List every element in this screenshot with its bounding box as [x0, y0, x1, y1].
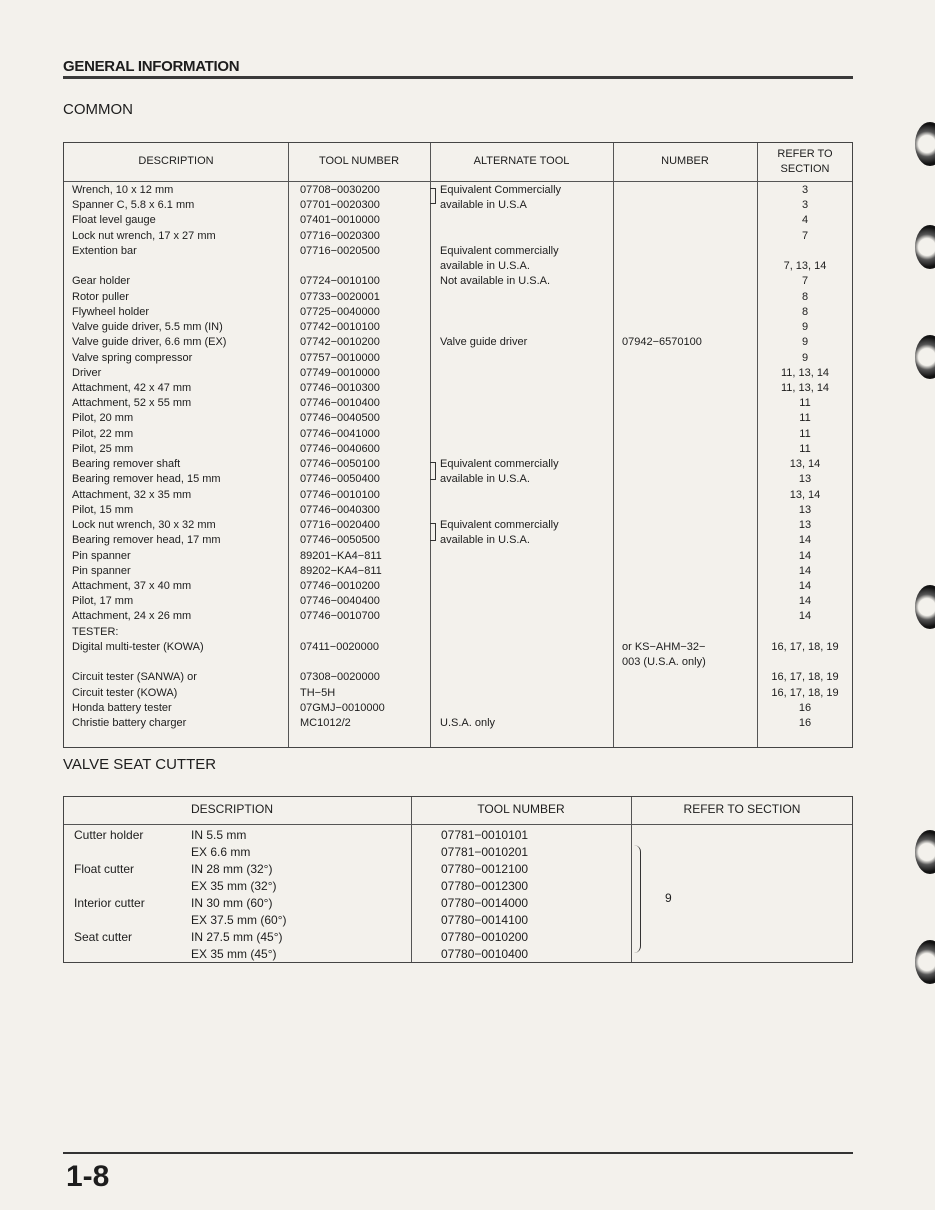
row-refer-section: 11 — [799, 412, 811, 425]
column-divider — [613, 143, 614, 747]
row-description: Bearing remover head, 17 mm — [72, 534, 221, 547]
row-description: Lock nut wrench, 17 x 27 mm — [72, 229, 216, 242]
row-refer-section: 13 — [798, 473, 812, 486]
row-tool-number: 07GMJ−0010000 — [300, 701, 385, 714]
section-title: GENERAL INFORMATION — [63, 58, 240, 75]
section-divider — [63, 76, 853, 79]
row-refer-section: 16, 17, 18, 19 — [771, 671, 839, 684]
column-divider — [430, 143, 431, 747]
row-refer-section: 16 — [798, 717, 812, 730]
row-cutter-name: Seat cutter — [74, 930, 133, 944]
row-cutter-size: IN 27.5 mm (45°) — [191, 930, 283, 944]
row-refer-section: 14 — [798, 610, 812, 623]
row-refer-section: 4 — [801, 214, 809, 227]
binder-hole — [915, 585, 935, 629]
row-alternate-tool: available in U.S.A. — [440, 473, 530, 486]
row-refer-section: 16 — [798, 701, 812, 714]
valve-seat-cutter-title: VALVE SEAT CUTTER — [63, 756, 217, 773]
row-description: Circuit tester (KOWA) — [72, 686, 178, 699]
row-refer-section: 11, 13, 14 — [780, 366, 830, 379]
row-refer-section: 11 — [799, 397, 811, 410]
row-tool-number: TH−5H — [300, 686, 336, 699]
row-alternate-tool: Equivalent commercially — [440, 244, 559, 257]
row-tool-number: 07746−0041000 — [300, 427, 380, 440]
row-tool-number: 07746−0010100 — [300, 488, 380, 501]
row-description: TESTER: — [72, 625, 119, 638]
row-description: Pilot, 17 mm — [72, 595, 134, 608]
row-refer-section: 11 — [799, 427, 811, 440]
row-description: Attachment, 37 x 40 mm — [72, 579, 192, 592]
row-refer-section: 8 — [801, 290, 809, 303]
row-refer-section: 13, 14 — [789, 488, 821, 501]
row-tool-number: MC1012/2 — [300, 717, 351, 730]
row-cutter-size: IN 5.5 mm — [191, 828, 247, 842]
common-tools-table — [63, 142, 853, 748]
row-tool-number: 07746−0040500 — [300, 412, 380, 425]
row-cutter-name: Float cutter — [74, 862, 135, 876]
header-refer-line1: REFER TO — [777, 148, 833, 160]
row-tool-number: 07746−0010200 — [300, 579, 380, 592]
bracket — [430, 523, 436, 541]
row-tool-number: 07780−0014000 — [441, 896, 529, 910]
row-tool-number: 07780−0012100 — [441, 862, 529, 876]
row-number: 07942−6570100 — [622, 336, 702, 349]
header-number: NUMBER — [661, 155, 709, 167]
refer-value: 9 — [665, 891, 672, 905]
column-divider — [411, 797, 412, 962]
row-refer-section: 13 — [798, 503, 812, 516]
row-description: Honda battery tester — [72, 701, 172, 714]
row-tool-number: 07716−0020500 — [300, 244, 380, 257]
row-alternate-tool: available in U.S.A. — [440, 260, 530, 273]
row-description: Attachment, 32 x 35 mm — [72, 488, 192, 501]
footer-divider — [63, 1152, 853, 1154]
row-refer-section: 8 — [801, 305, 809, 318]
row-tool-number: 07780−0010400 — [441, 947, 529, 961]
row-description: Spanner C, 5.8 x 6.1 mm — [72, 199, 195, 212]
valve-seat-cutter-table — [63, 796, 853, 963]
row-tool-number: 07746−0010400 — [300, 397, 380, 410]
header-divider — [64, 824, 852, 825]
row-tool-number: 07725−0040000 — [300, 305, 380, 318]
row-tool-number: 07746−0050400 — [300, 473, 380, 486]
row-description: Valve guide driver, 6.6 mm (EX) — [72, 336, 227, 349]
subsection-title: COMMON — [63, 101, 133, 118]
row-refer-section: 14 — [798, 549, 812, 562]
row-number: 003 (U.S.A. only) — [622, 656, 706, 669]
row-refer-section: 13, 14 — [789, 458, 821, 471]
row-tool-number: 07757−0010000 — [300, 351, 380, 364]
brace — [634, 845, 641, 953]
row-refer-section: 14 — [798, 579, 812, 592]
header-description: DESCRIPTION — [138, 155, 214, 167]
row-description: Digital multi-tester (KOWA) — [72, 640, 204, 653]
row-description: Attachment, 52 x 55 mm — [72, 397, 192, 410]
row-tool-number: 07308−0020000 — [300, 671, 380, 684]
row-tool-number: 07746−0050100 — [300, 458, 380, 471]
row-number: or KS−AHM−32− — [622, 640, 706, 653]
row-description: Wrench, 10 x 12 mm — [72, 184, 174, 196]
row-alternate-tool: Equivalent commercially — [440, 458, 559, 471]
row-description: Pilot, 25 mm — [72, 442, 134, 455]
row-description: Bearing remover shaft — [72, 458, 181, 471]
header-tool-number: TOOL NUMBER — [477, 802, 565, 816]
row-tool-number: 07746−0040600 — [300, 442, 380, 455]
row-tool-number: 07733−0020001 — [300, 290, 380, 303]
header-refer — [757, 147, 853, 177]
row-tool-number: 07749−0010000 — [300, 366, 380, 379]
row-refer-section: 7 — [801, 229, 809, 242]
row-tool-number: 07701−0020300 — [300, 199, 380, 212]
row-description: Christie battery charger — [72, 717, 187, 730]
row-refer-section: 16, 17, 18, 19 — [771, 686, 839, 699]
row-tool-number: 07746−0050500 — [300, 534, 380, 547]
row-tool-number: 07724−0010100 — [300, 275, 380, 288]
row-refer-section: 3 — [801, 199, 809, 212]
binder-hole — [915, 122, 935, 166]
row-tool-number: 07411−0020000 — [300, 640, 380, 653]
row-alternate-tool: Not available in U.S.A. — [440, 275, 551, 288]
binder-hole — [915, 940, 935, 984]
row-tool-number: 07746−0010700 — [300, 610, 380, 623]
bracket — [430, 188, 436, 204]
header-refer: REFER TO SECTION — [683, 802, 801, 816]
row-cutter-size: EX 35 mm (32°) — [191, 879, 277, 893]
bracket — [430, 462, 436, 480]
row-tool-number: 07746−0040400 — [300, 595, 380, 608]
row-description: Pin spanner — [72, 549, 131, 562]
row-description: Gear holder — [72, 275, 131, 288]
row-refer-section: 13 — [798, 519, 812, 532]
row-alternate-tool: Equivalent commercially — [440, 519, 559, 532]
row-cutter-name: Cutter holder — [74, 828, 144, 842]
row-description: Driver — [72, 366, 102, 379]
row-tool-number: 89202−KA4−811 — [300, 564, 382, 577]
row-tool-number: 07746−0040300 — [300, 503, 380, 516]
row-description: Circuit tester (SANWA) or — [72, 671, 197, 684]
row-description: Lock nut wrench, 30 x 32 mm — [72, 519, 216, 532]
header-refer-line2: SECTION — [780, 163, 830, 175]
row-cutter-size: IN 28 mm (32°) — [191, 862, 273, 876]
page-number: 1-8 — [66, 1160, 110, 1193]
row-tool-number: 89201−KA4−811 — [300, 549, 382, 562]
row-refer-section: 7 — [801, 275, 809, 288]
binder-hole — [915, 830, 935, 874]
row-tool-number: 07708−0030200 — [300, 184, 380, 196]
row-refer-section: 7, 13, 14 — [783, 260, 827, 273]
row-tool-number: 07780−0014100 — [441, 913, 529, 927]
row-refer-section: 11, 13, 14 — [780, 381, 830, 394]
row-tool-number: 07401−0010000 — [300, 214, 380, 227]
row-alternate-tool: available in U.S.A — [440, 199, 527, 212]
row-refer-section: 9 — [801, 321, 809, 334]
row-description: Rotor puller — [72, 290, 129, 303]
row-description: Valve guide driver, 5.5 mm (IN) — [72, 321, 223, 334]
binder-hole — [915, 335, 935, 379]
row-alternate-tool: Valve guide driver — [440, 336, 528, 349]
row-tool-number: 07781−0010201 — [441, 845, 529, 859]
row-description: Pilot, 22 mm — [72, 427, 134, 440]
row-alternate-tool: Equivalent Commercially — [440, 184, 562, 196]
row-refer-section: 11 — [799, 442, 811, 455]
row-tool-number: 07716−0020300 — [300, 229, 380, 242]
row-tool-number: 07780−0012300 — [441, 879, 529, 893]
row-tool-number: 07742−0010100 — [300, 321, 380, 334]
row-description: Extention bar — [72, 244, 137, 257]
row-refer-section: 9 — [801, 336, 809, 349]
row-tool-number: 07742−0010200 — [300, 336, 380, 349]
row-alternate-tool: available in U.S.A. — [440, 534, 530, 547]
row-cutter-size: IN 30 mm (60°) — [191, 896, 273, 910]
header-tool-number: TOOL NUMBER — [318, 155, 400, 167]
row-tool-number: 07781−0010101 — [441, 828, 529, 842]
row-cutter-size: EX 37.5 mm (60°) — [191, 913, 287, 927]
row-refer-section: 14 — [798, 595, 812, 608]
header-divider — [64, 181, 852, 182]
row-refer-section: 3 — [801, 184, 809, 196]
row-refer-section: 14 — [798, 564, 812, 577]
row-description: Attachment, 42 x 47 mm — [72, 381, 192, 394]
row-tool-number: 07716−0020400 — [300, 519, 380, 532]
row-description: Float level gauge — [72, 214, 156, 227]
column-divider — [288, 143, 289, 747]
row-description: Bearing remover head, 15 mm — [72, 473, 221, 486]
column-divider — [631, 797, 632, 962]
row-tool-number: 07780−0010200 — [441, 930, 529, 944]
row-description: Flywheel holder — [72, 305, 150, 318]
row-cutter-size: EX 35 mm (45°) — [191, 947, 277, 961]
binder-hole — [915, 225, 935, 269]
header-alternate-tool: ALTERNATE TOOL — [473, 155, 570, 167]
row-alternate-tool: U.S.A. only — [440, 717, 496, 730]
row-cutter-name: Interior cutter — [74, 896, 145, 910]
row-description: Pin spanner — [72, 564, 131, 577]
header-description: DESCRIPTION — [191, 802, 274, 816]
row-description: Pilot, 20 mm — [72, 412, 134, 425]
row-tool-number: 07746−0010300 — [300, 381, 380, 394]
row-description: Pilot, 15 mm — [72, 503, 134, 516]
row-cutter-size: EX 6.6 mm — [191, 845, 251, 859]
row-refer-section: 9 — [801, 351, 809, 364]
row-refer-section: 16, 17, 18, 19 — [771, 640, 839, 653]
row-description: Attachment, 24 x 26 mm — [72, 610, 192, 623]
row-refer-section: 14 — [798, 534, 812, 547]
row-description: Valve spring compressor — [72, 351, 193, 364]
